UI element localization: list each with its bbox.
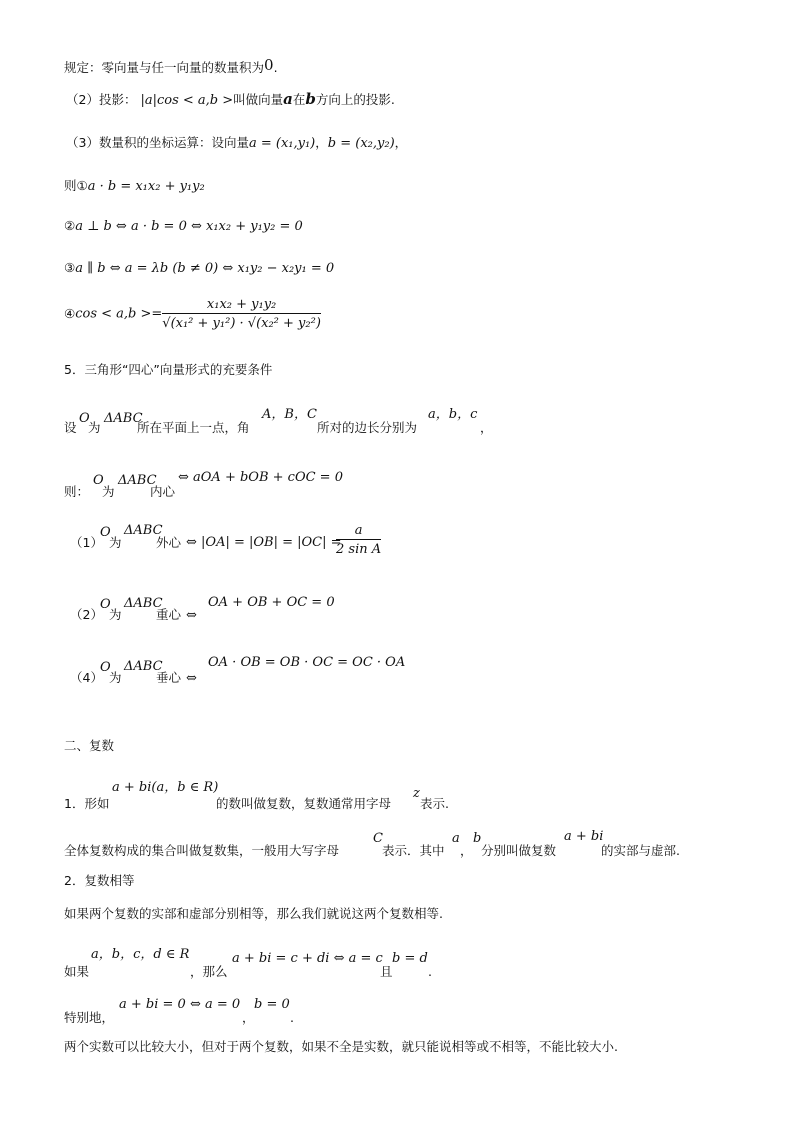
line-projection	[66, 92, 395, 107]
complex-form-mid: 的数叫做复数，复数通常用字母	[216, 796, 392, 811]
circumcenter-label: 外心	[156, 535, 182, 550]
letter-z: z	[413, 786, 420, 801]
triangle-abc: ΔABC	[124, 596, 163, 611]
wei-text: 为	[109, 670, 122, 685]
wei-text: 为	[102, 484, 115, 499]
line-coordinate-operation	[66, 137, 407, 150]
item-prefix: ④	[64, 305, 76, 321]
name-me-text: ，那么	[190, 964, 228, 979]
complex-compare-note: 两个实数可以比较大小，但对于两个复数，如果不全是实数，就只能说相等或不相等，不能比较大小.	[64, 1039, 618, 1054]
projection-suffix: 方向上的投影.	[315, 92, 395, 107]
centroid-label: 重心	[156, 607, 182, 622]
line-perpendicular	[64, 220, 303, 233]
zero-value: 0	[264, 56, 274, 74]
triangle-abc: ΔABC	[124, 659, 163, 674]
cosine-lhs: cos < a,b >=	[75, 306, 163, 322]
point-o: O	[100, 660, 111, 675]
item-prefix: ②	[64, 218, 76, 233]
special-case-prefix: 特别地，	[64, 1010, 115, 1025]
iff-symbol: ⇔	[186, 671, 197, 686]
special-case-formula: a + bi = 0 ⇔ a = 0	[119, 997, 241, 1012]
item-prefix: （2）投影：	[66, 92, 137, 107]
sides-abc: a，b，c	[428, 407, 478, 422]
triangle-abc: ΔABC	[104, 411, 143, 426]
complex-equality-definition: 如果两个复数的实部和虚部分别相等，那么我们就说这两个复数相等.	[64, 906, 443, 921]
then-text: 则：	[64, 484, 90, 499]
circumcenter-formula: ⇔ |OA| = |OB| = |OC| =	[186, 535, 342, 550]
complex-set-text-1: 全体复数构成的集合叫做复数集，一般用大写字母	[64, 843, 340, 858]
point-o: O	[100, 597, 111, 612]
item-prefix: （4）	[70, 670, 103, 685]
period: .	[290, 1010, 294, 1025]
wei-text: 为	[109, 535, 122, 550]
triangle-abc: ΔABC	[118, 473, 157, 488]
complex-set-text-2: 表示．其中	[382, 843, 445, 858]
period: .	[428, 964, 432, 979]
comma: ，	[460, 843, 473, 858]
line-zero-vector-rule	[64, 56, 278, 75]
complex-a-plus-bi: a + bi	[564, 829, 604, 844]
setup-text-2: 所对的边长分别为	[317, 420, 418, 435]
letter-c: C	[373, 831, 383, 846]
setup-text-1: 所在平面上一点，角	[137, 420, 250, 435]
letter-b: b	[473, 831, 482, 846]
comma: ，	[315, 135, 328, 150]
triangle-abc: ΔABC	[124, 523, 163, 538]
line-cosine	[64, 298, 321, 330]
projection-mid-text: 叫做向量	[233, 92, 284, 107]
item-prefix: （1）	[70, 535, 103, 550]
cosine-denominator: √(x₁² + y₁²) · √(x₂² + y₂²)	[162, 316, 321, 331]
qie-text: 且	[380, 964, 393, 979]
wei-text: 为	[88, 420, 101, 435]
wei-text: 为	[109, 607, 122, 622]
item-prefix: 则①	[64, 178, 88, 193]
section-title-four-centers: 5．三角形“四心”向量形式的充要条件	[64, 362, 273, 377]
point-o: O	[79, 411, 90, 426]
complex-form-end: 表示.	[420, 796, 449, 811]
comma-end: ，	[394, 135, 408, 150]
iff-symbol: ⇔	[186, 608, 197, 623]
comma: ，	[242, 1010, 255, 1025]
perpendicular-formula: a ⊥ b ⇔ a · b = 0 ⇔ x₁x₂ + y₁y₂ = 0	[75, 219, 303, 234]
item-prefix: （2）	[70, 607, 103, 622]
equality-condition: a，b，c，d ∈ R	[91, 947, 190, 962]
incenter-label: 内心	[150, 484, 176, 499]
cosine-numerator: x₁x₂ + y₁y₂	[162, 298, 321, 314]
dot-product-formula: a · b = x₁x₂ + y₁y₂	[87, 179, 205, 194]
zero-vector-text: 规定：零向量与任一向量的数量积为	[64, 60, 265, 75]
vector-b: b	[305, 90, 316, 108]
circumcenter-denominator: 2 sin A	[336, 542, 382, 557]
orthocenter-label: 垂心	[156, 670, 182, 685]
subsection-complex-equality: 2．复数相等	[64, 873, 135, 888]
circumcenter-numerator: a	[336, 524, 381, 540]
incenter-formula: ⇔ aOA + bOB + cOC = 0	[178, 470, 343, 485]
b-equals-d: b = d	[392, 951, 428, 966]
complex-form-prefix: 1．形如	[64, 796, 110, 811]
cosine-fraction	[162, 298, 321, 330]
coordinate-prefix: （3）数量积的坐标运算：设向量	[66, 135, 249, 150]
section-title-complex: 二、复数	[64, 738, 115, 753]
parallel-formula: a ∥ b ⇔ a = λb (b ≠ 0) ⇔ x₁y₂ − x₂y₁ = 0	[75, 261, 335, 276]
period: .	[273, 60, 278, 75]
projection-formula: |a|cos < a,b >	[140, 93, 234, 108]
equality-formula: a + bi = c + di ⇔ a = c	[232, 951, 383, 966]
letter-a: a	[452, 831, 460, 846]
centroid-formula: OA + OB + OC = 0	[208, 595, 335, 610]
orthocenter-formula: OA · OB = OB · OC = OC · OA	[208, 655, 406, 670]
point-o: O	[100, 525, 111, 540]
she-text: 设	[64, 420, 77, 435]
item-prefix: ③	[64, 260, 76, 275]
b-equals-zero: b = 0	[254, 997, 290, 1012]
comma-end: ，	[480, 420, 493, 435]
complex-form-formula: a + bi(a，b ∈ R)	[112, 780, 219, 795]
vector-a-coords: a = (x₁,y₁)	[248, 136, 316, 151]
complex-set-text-3: 分别叫做复数	[481, 843, 557, 858]
point-o: O	[93, 473, 104, 488]
angles-abc: A，B，C	[262, 407, 317, 422]
complex-set-text-4: 的实部与虚部.	[601, 843, 680, 858]
zai-text: 在	[292, 92, 306, 107]
vector-b-coords: b = (x₂,y₂)	[327, 136, 395, 151]
ruguo-text: 如果	[64, 964, 90, 979]
line-parallel	[64, 262, 334, 275]
line-dot-product-coords	[64, 180, 205, 193]
circumcenter-fraction	[336, 524, 381, 556]
vector-a: a	[283, 90, 293, 108]
